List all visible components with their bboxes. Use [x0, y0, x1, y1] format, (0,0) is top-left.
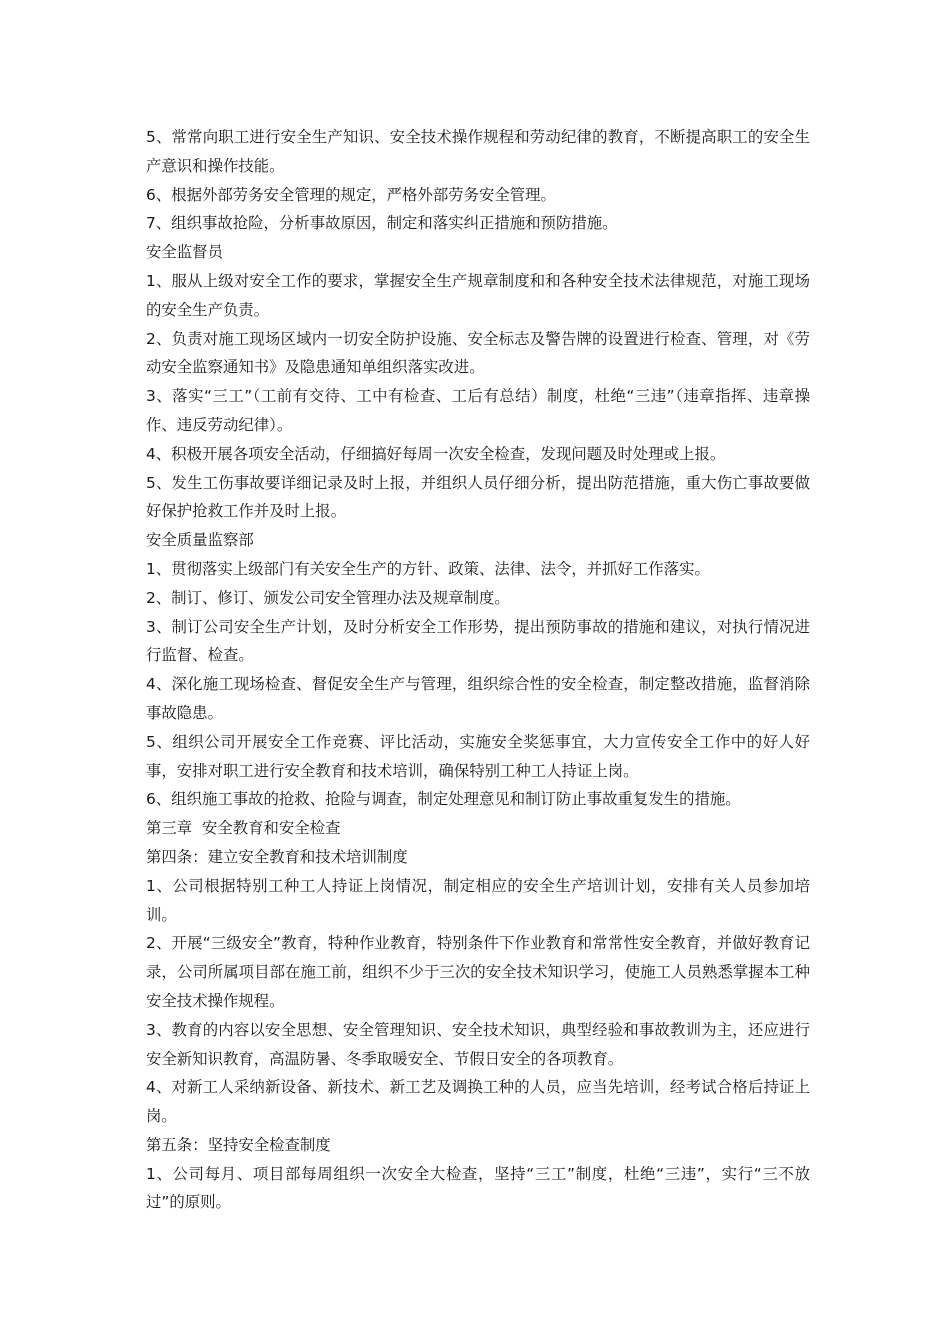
paragraph: 3、教育的内容以安全思想、安全管理知识、安全技术知识，典型经验和事故教训为主，还应进行安全新知识教育，高温防暑、冬季取暖安全、节假日安全的各项教育。	[146, 1020, 810, 1068]
paragraph: 7、组织事故抢险，分析事故原因，制定和落实纠正措施和预防措施。	[146, 214, 618, 233]
paragraph: 4、对新工人采纳新设备、新技术、新工艺及调换工种的人员，应当先培训，经考试合格后持证上岗。	[146, 1078, 810, 1126]
section-heading: 安全质量监察部	[146, 531, 254, 550]
paragraph: 1、贯彻落实上级部门有关安全生产的方针、政策、法律、法令，并抓好工作落实。	[146, 559, 710, 578]
paragraph: 5、发生工伤事故要详细记录及时上报，并组织人员仔细分析，提出防范措施，重大伤亡事故要做好保护抢救工作并及时上报。	[146, 473, 810, 521]
paragraph: 1、公司根据特别工种工人持证上岗情况，制定相应的安全生产培训计划，安排有关人员参加培训。	[146, 876, 810, 924]
article-heading: 第五条：坚持安全检查制度	[146, 1135, 331, 1154]
paragraph: 2、负责对施工现场区域内一切安全防护设施、安全标志及警告牌的设置进行检查、管理，对《劳动安全监察通知书》及隐患通知单组织落实改进。	[146, 329, 810, 377]
chapter-heading: 第三章 安全教育和安全检查	[146, 819, 341, 838]
paragraph: 4、深化施工现场检查、督促安全生产与管理，组织综合性的安全检查，制定整改措施，监督消除事故隐患。	[146, 675, 810, 722]
paragraph: 2、开展“三级安全”教育，特种作业教育，特别条件下作业教育和常常性安全教育，并做好教育记录，公司所属项目部在施工前，组织不少于三次的安全技术知识学习，使施工人员熟悉掌握本工种安全技术操作规程。	[146, 934, 810, 1010]
paragraph: 2、制订、修订、颁发公司安全管理办法及规章制度。	[146, 588, 510, 607]
document-body	[146, 123, 810, 1217]
paragraph: 1、公司每月、项目部每周组织一次安全大检查，坚持“三工”制度，杜绝“三违”，实行“三不放过”的原则。	[146, 1164, 810, 1212]
paragraph: 6、组织施工事故的抢救、抢险与调查，制定处理意见和制订防止事故重复发生的措施。	[146, 790, 741, 809]
paragraph: 3、制订公司安全生产计划，及时分析安全工作形势，提出预防事故的措施和建议，对执行情况进行监督、检查。	[146, 617, 810, 665]
paragraph: 5、常常向职工进行安全生产知识、安全技术操作规程和劳动纪律的教育，不断提高职工的安全生产意识和操作技能。	[146, 128, 810, 175]
section-heading: 安全监督员	[146, 243, 223, 262]
paragraph: 3、落实“三工”（工前有交待、工中有检查、工后有总结）制度，杜绝“三违”（违章指挥、违章操作、违反劳动纪律）。	[146, 387, 810, 434]
paragraph: 5、组织公司开展安全工作竞赛、评比活动，实施安全奖惩事宜，大力宣传安全工作中的好人好事，安排对职工进行安全教育和技术培训，确保特别工种工人持证上岗。	[146, 732, 810, 780]
paragraph: 1、服从上级对安全工作的要求，掌握安全生产规章制度和和各种安全技术法律规范，对施工现场的安全生产负责。	[146, 271, 810, 319]
paragraph: 4、积极开展各项安全活动，仔细搞好每周一次安全检查，发现问题及时处理或上报。	[146, 444, 726, 463]
paragraph: 6、根据外部劳务安全管理的规定，严格外部劳务安全管理。	[146, 185, 556, 204]
article-heading: 第四条：建立安全教育和技术培训制度	[146, 847, 408, 866]
